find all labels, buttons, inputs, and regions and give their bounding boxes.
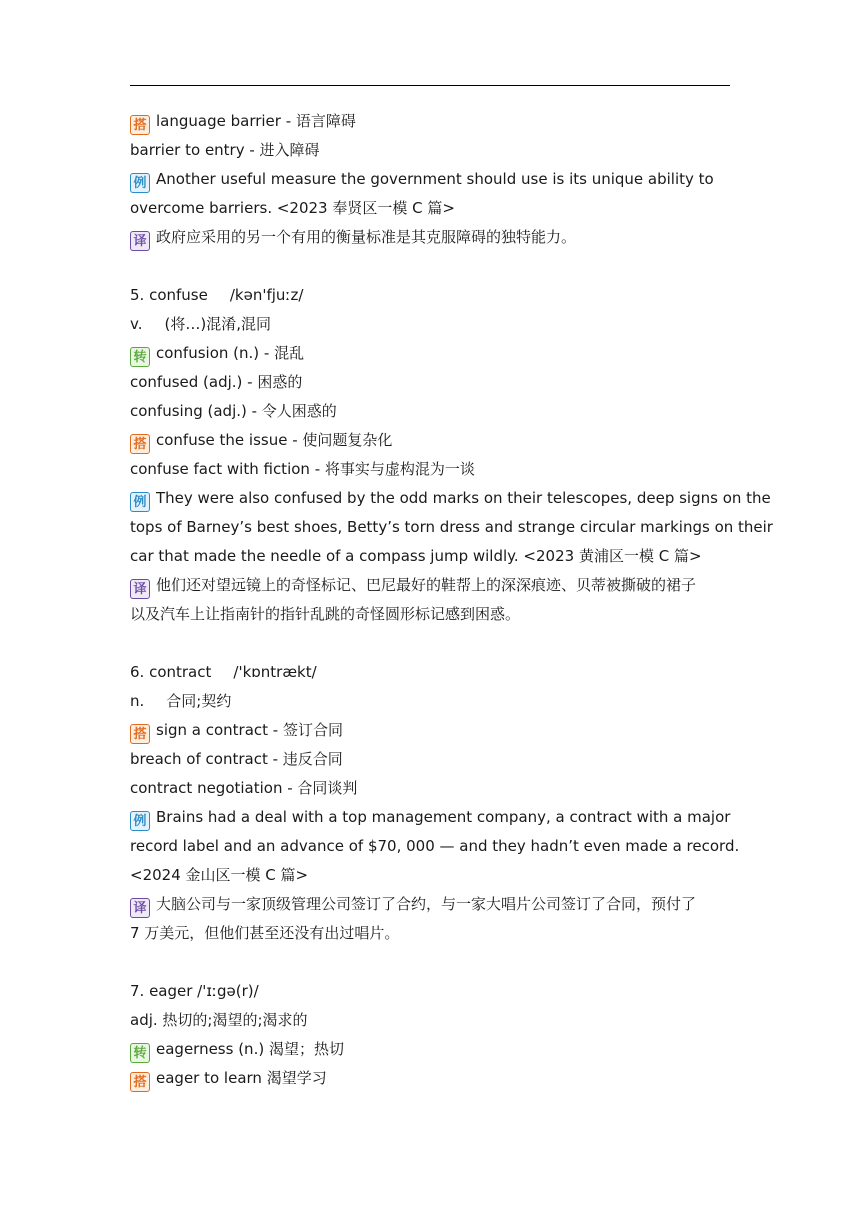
example-line (130, 803, 730, 832)
example-line (130, 194, 730, 223)
example-badge-icon: 例 (130, 811, 150, 831)
example-text: car that made the needle of a compass jump wildly. <2023 黄浦区一模 C 篇> (130, 547, 702, 565)
translation-line (130, 600, 730, 629)
collocation-line (130, 716, 730, 745)
entry-heading (130, 977, 730, 1006)
collocation-line (130, 426, 730, 455)
collocation-badge-icon: 搭 (130, 724, 150, 744)
example-text: They were also confused by the odd marks on their telescopes, deep signs on the (156, 489, 771, 507)
collocation-text: contract negotiation - 合同谈判 (130, 779, 358, 797)
collocation-text: barrier to entry - 进入障碍 (130, 141, 320, 159)
collocation-line (130, 107, 730, 136)
header-rule (130, 85, 730, 86)
collocation-badge-icon: 搭 (130, 115, 150, 135)
example-line (130, 542, 730, 571)
derivative-text: confusing (adj.) - 令人困惑的 (130, 402, 337, 420)
entry-word: 7. eager /'ɪːgə(r)/ (130, 982, 259, 1000)
translation-line (130, 571, 730, 600)
example-line (130, 513, 773, 542)
example-text: record label and an advance of $70, 000 — and they hadn’t even made a record. (130, 837, 740, 855)
collocation-badge-icon: 搭 (130, 1072, 150, 1092)
example-line (130, 484, 771, 513)
collocation-text: breach of contract - 违反合同 (130, 750, 343, 768)
translation-badge-icon: 译 (130, 231, 150, 251)
translation-badge-icon: 译 (130, 579, 150, 599)
example-text: <2024 金山区一模 C 篇> (130, 866, 309, 884)
entry-meaning (130, 310, 730, 339)
entry-phonetic: /kən'fjuːz/ (229, 286, 304, 304)
translation-line (130, 223, 730, 252)
translation-text: 7 万美元，但他们甚至还没有出过唱片。 (130, 924, 400, 942)
translation-line (130, 919, 730, 948)
spacer (130, 629, 730, 658)
entry-meaning (130, 687, 730, 716)
meaning-text: adj. 热切的;渴望的;渴求的 (130, 1011, 308, 1029)
example-badge-icon: 例 (130, 492, 150, 512)
part-of-speech: v. (130, 315, 143, 333)
collocation-line (130, 1064, 730, 1093)
derivative-line (130, 1035, 730, 1064)
derivative-text: confused (adj.) - 困惑的 (130, 373, 303, 391)
collocation-text: confuse fact with fiction - 将事实与虚构混为一谈 (130, 460, 475, 478)
example-text: Another useful measure the government should use is its unique ability to (156, 170, 714, 188)
spacer (130, 948, 730, 977)
translation-text: 大脑公司与一家顶级管理公司签订了合约，与一家大唱片公司签订了合同，预付了 (156, 895, 697, 913)
example-text: tops of Barney’s best shoes, Betty’s torn dress and strange circular markings on their (130, 518, 773, 536)
example-line (130, 832, 740, 861)
entry-heading (130, 658, 730, 687)
collocation-badge-icon: 搭 (130, 434, 150, 454)
collocation-line (130, 745, 730, 774)
part-of-speech: n. (130, 692, 145, 710)
derivative-text: confusion (n.) - 混乱 (156, 344, 305, 362)
derivative-line (130, 339, 730, 368)
collocation-text: eager to learn 渴望学习 (156, 1069, 327, 1087)
derivative-badge-icon: 转 (130, 347, 150, 367)
example-line (130, 165, 730, 194)
translation-text: 他们还对望远镜上的奇怪标记、巴尼最好的鞋帮上的深深痕迹、贝蒂被撕破的裙子 (156, 576, 697, 594)
derivative-line (130, 397, 730, 426)
meaning-text: (将…)混淆,混同 (164, 315, 271, 333)
entry-heading (130, 281, 730, 310)
collocation-text: sign a contract - 签订合同 (156, 721, 343, 739)
collocation-line (130, 774, 730, 803)
collocation-line (130, 455, 730, 484)
entry-word: 6. contract (130, 663, 212, 681)
derivative-line (130, 368, 730, 397)
example-badge-icon: 例 (130, 173, 150, 193)
collocation-text: language barrier - 语言障碍 (156, 112, 356, 130)
meaning-text: 合同;契约 (166, 692, 232, 710)
example-line (130, 861, 730, 890)
translation-line (130, 890, 730, 919)
derivative-badge-icon: 转 (130, 1043, 150, 1063)
spacer (130, 252, 730, 281)
example-text: Brains had a deal with a top management company, a contract with a major (156, 808, 731, 826)
collocation-text: confuse the issue - 使问题复杂化 (156, 431, 393, 449)
translation-text: 以及汽车上让指南针的指针乱跳的奇怪圆形标记感到困惑。 (130, 605, 521, 623)
entry-word: 5. confuse (130, 286, 208, 304)
translation-badge-icon: 译 (130, 898, 150, 918)
translation-text: 政府应采用的另一个有用的衡量标准是其克服障碍的独特能力。 (156, 228, 577, 246)
collocation-line (130, 136, 730, 165)
entry-meaning (130, 1006, 730, 1035)
derivative-text: eagerness (n.) 渴望；热切 (156, 1040, 344, 1058)
example-text: overcome barriers. <2023 奉贤区一模 C 篇> (130, 199, 455, 217)
vocabulary-content (130, 107, 773, 1093)
entry-phonetic: /'kɒntrækt/ (233, 663, 317, 681)
